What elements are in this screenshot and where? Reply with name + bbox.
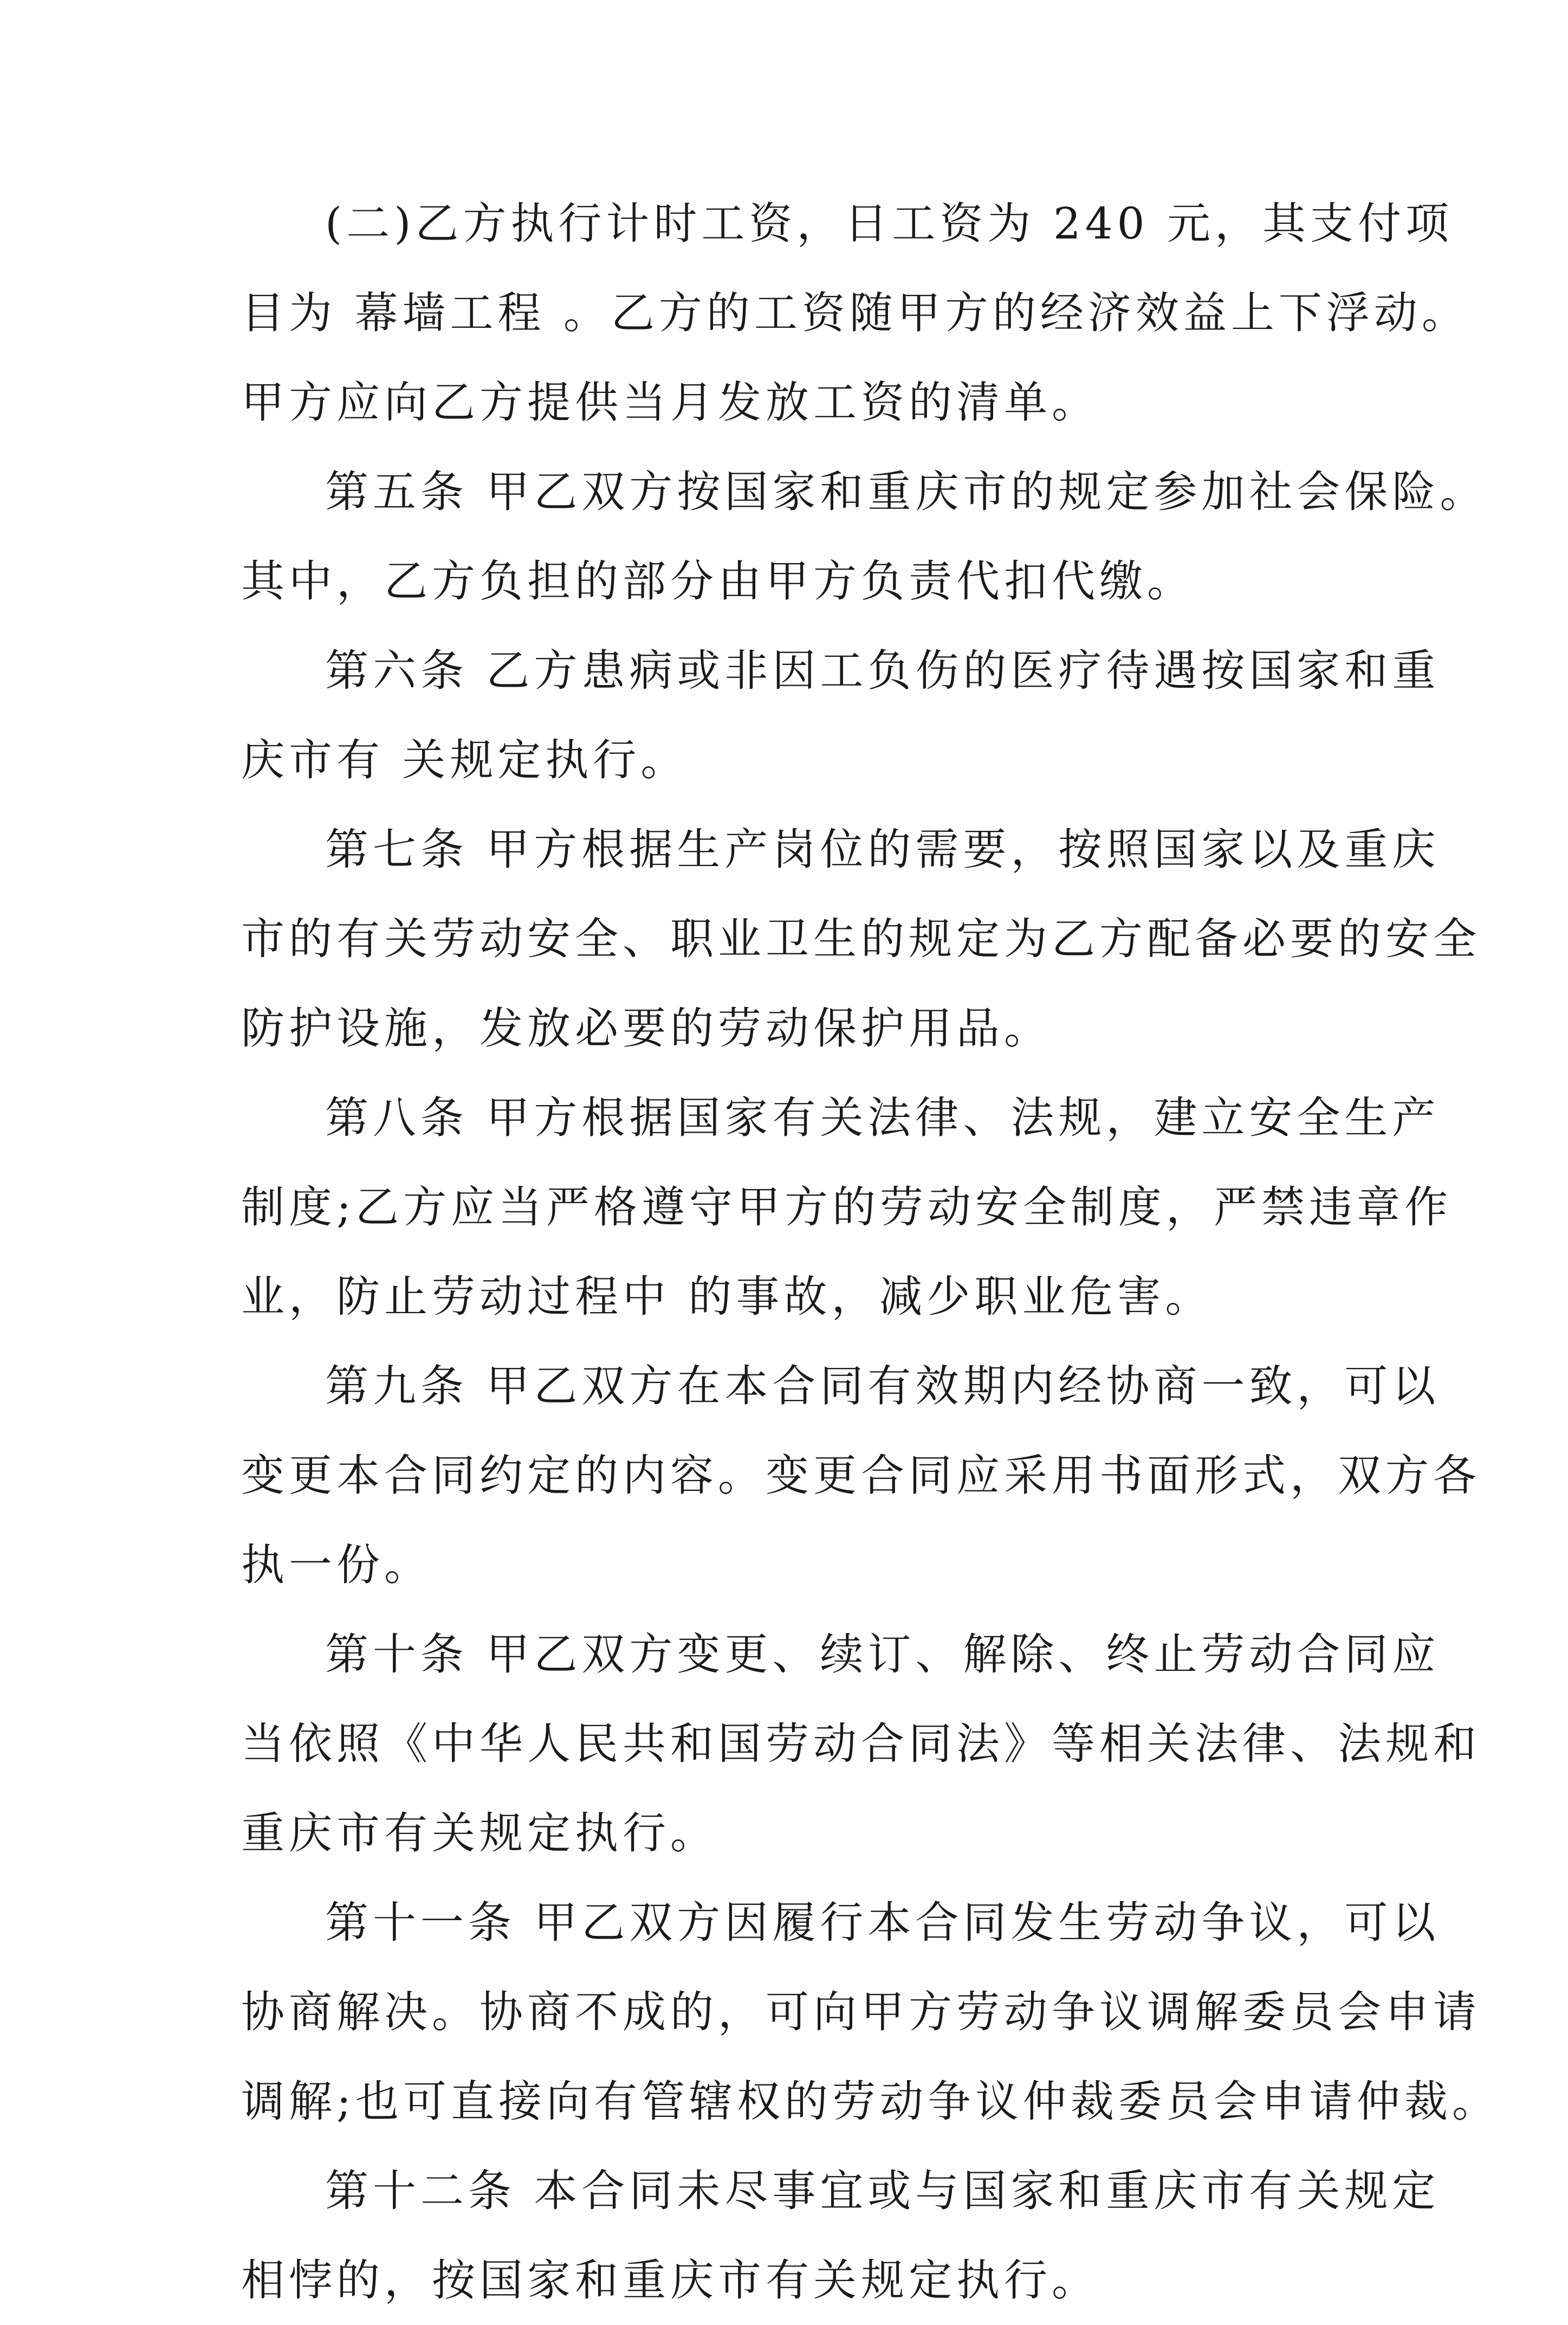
text-line: 第十二条 本合同未尽事宜或与国家和重庆市有关规定 <box>325 2166 1440 2216</box>
text-line: 甲方应向乙方提供当月发放工资的清单。 <box>241 377 1099 428</box>
text-line: 协商解决。协商不成的，可向甲方劳动争议调解委员会申请 <box>241 1987 1481 2037</box>
text-line: 第九条 甲乙双方在本合同有效期内经协商一致，可以 <box>325 1361 1440 1411</box>
text-line: 其中，乙方负担的部分由甲方负责代扣代缴。 <box>241 556 1195 606</box>
text-line: 重庆市有关规定执行。 <box>241 1808 718 1858</box>
text-line: 第五条 甲乙双方按国家和重庆市的规定参加社会保险。 <box>325 467 1488 517</box>
text-line: 当依照《中华人民共和国劳动合同法》等相关法律、法规和 <box>241 1719 1481 1769</box>
text-line: 第八条 甲方根据国家有关法律、法规，建立安全生产 <box>325 1093 1440 1143</box>
text-line: 第十条 甲乙双方变更、续订、解除、终止劳动合同应 <box>325 1629 1440 1680</box>
text-line: 制度;乙方应当严格遵守甲方的劳动安全制度，严禁违章作 <box>241 1182 1452 1232</box>
text-line: 变更本合同约定的内容。变更合同应采用书面形式，双方各 <box>241 1450 1481 1501</box>
text-line: 相悖的，按国家和重庆市有关规定执行。 <box>241 2255 1099 2305</box>
text-line: 执一份。 <box>241 1540 432 1590</box>
text-line: 市的有关劳动安全、职业卫生的规定为乙方配备必要的安全 <box>241 914 1481 964</box>
text-line: 调解;也可直接向有管辖权的劳动争议仲裁委员会申请仲裁。 <box>241 2076 1500 2127</box>
text-line: (二)乙方执行计时工资，日工资为 240 元，其支付项 <box>325 198 1453 249</box>
contract-body <box>241 179 1500 2325</box>
text-line: 防护设施，发放必要的劳动保护用品。 <box>241 1003 1052 1054</box>
text-line: 第六条 乙方患病或非因工负伤的医疗待遇按国家和重 <box>325 645 1440 696</box>
text-line: 庆市有 关规定执行。 <box>241 735 689 785</box>
text-line: 业，防止劳动过程中 的事故，减少职业危害。 <box>241 1271 1213 1322</box>
text-line: 第七条 甲方根据生产岗位的需要，按照国家以及重庆 <box>325 824 1440 875</box>
text-line: 目为 幕墙工程 。乙方的工资随甲方的经济效益上下浮动。 <box>241 288 1469 338</box>
text-line: 第十一条 甲乙双方因履行本合同发生劳动争议，可以 <box>325 1897 1440 1948</box>
